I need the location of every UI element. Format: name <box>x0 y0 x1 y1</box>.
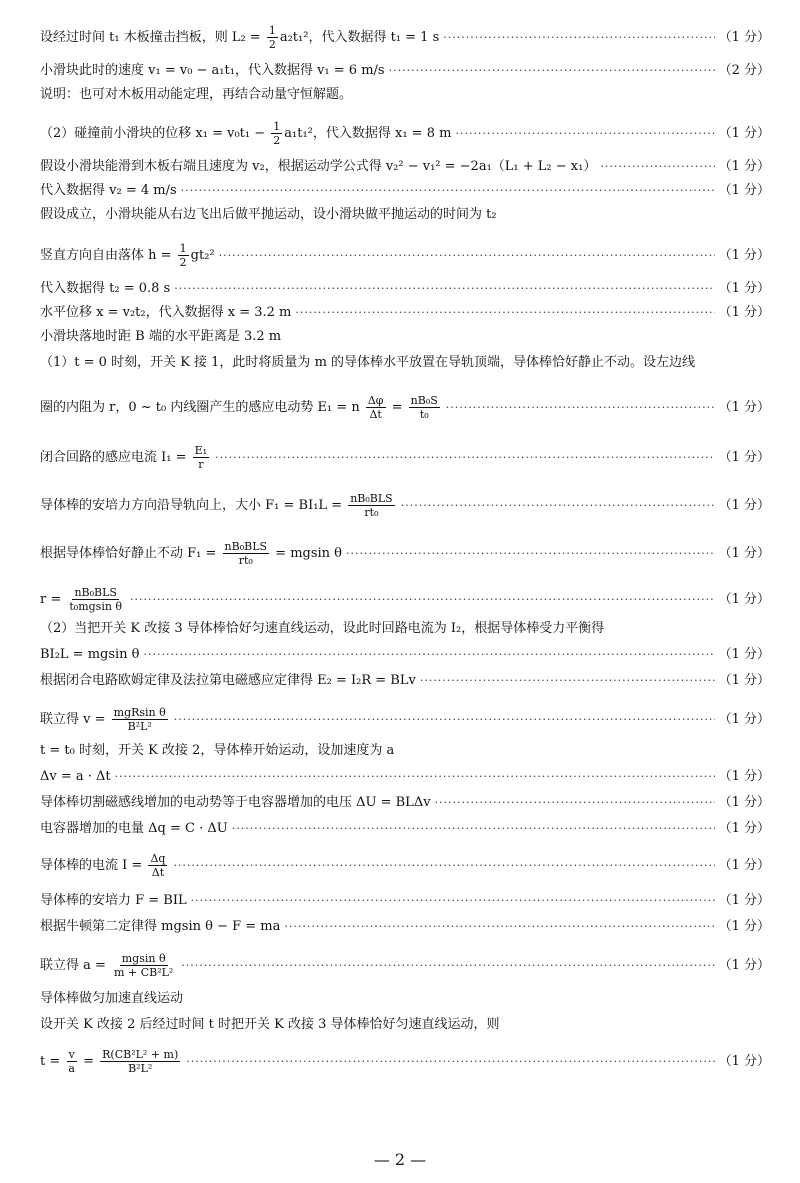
score: （1 分） <box>718 247 770 263</box>
line-text: 电容器增加的电量 Δq = C · ΔU <box>40 821 228 836</box>
score: （1 分） <box>718 647 770 662</box>
answer-line <box>40 492 770 519</box>
answer-line <box>40 918 770 936</box>
leader-dots <box>232 820 715 838</box>
leader-dots <box>446 399 715 417</box>
line-text: 小滑块此时的速度 v₁ = v₀ − a₁t₁，代入数据得 v₁ = 6 m/s <box>40 63 385 78</box>
score: （1 分） <box>718 305 770 320</box>
answer-line <box>40 158 770 176</box>
score: （1 分） <box>718 857 770 873</box>
leader-dots <box>600 158 714 176</box>
answer-line <box>40 742 770 760</box>
leader-dots <box>295 304 714 322</box>
answer-line <box>40 394 770 421</box>
leader-dots <box>284 918 714 936</box>
line-text: （1）t = 0 时刻，开关 K 接 1，此时将质量为 m 的导体棒水平放置在导轨顶端，导体棒恰好静止不动。设左边线 <box>40 355 696 370</box>
line-text: 代入数据得 t₂ = 0.8 s <box>40 281 171 296</box>
line-text: 假设成立，小滑块能从右边飞出后做平抛运动，设小滑块做平抛运动的时间为 t₂ <box>40 207 497 222</box>
line-text: 导体棒做匀加速直线运动 <box>40 991 184 1006</box>
leader-dots <box>173 857 714 875</box>
line-text: 根据导体棒恰好静止不动 F₁ = $\frac{\text{nB₀BLS}}{\text{rt₀}}$ = mgsin θ <box>40 540 343 567</box>
leader-dots <box>115 768 715 786</box>
answer-line <box>40 182 770 200</box>
leader-dots <box>144 646 715 664</box>
answer-line <box>40 820 770 838</box>
answer-line <box>40 794 770 812</box>
answer-line <box>40 328 770 346</box>
leader-dots <box>181 182 715 200</box>
line-text: 根据牛顿第二定律得 mgsin θ − F = ma <box>40 919 281 934</box>
answer-line <box>40 768 770 786</box>
line-text: BI₂L = mgsin θ <box>40 647 140 662</box>
answer-line <box>40 120 770 147</box>
page-number: — 2 — <box>373 1150 427 1169</box>
answer-line <box>40 852 770 879</box>
answer-line <box>40 706 770 733</box>
answer-line <box>40 1048 770 1075</box>
score: （1 分） <box>718 1053 770 1069</box>
line-text: 代入数据得 v₂ = 4 m/s <box>40 183 177 198</box>
score: （1 分） <box>718 29 770 45</box>
answer-line <box>40 646 770 664</box>
note-line <box>40 86 770 104</box>
score: （1 分） <box>718 591 770 607</box>
line-text: 导体棒切割磁感线增加的电动势等于电容器增加的电压 ΔU = BLΔv <box>40 795 431 810</box>
answer-line <box>40 620 770 638</box>
answer-line <box>40 354 770 372</box>
score: （1 分） <box>718 125 770 141</box>
line-text: 圈的内阻为 r，0 ~ t₀ 内线圈产生的感应电动势 E₁ = n $\frac{\Delta\varphi}{\Delta t}$ = $\frac{\text{nB₀S}}{\text{t₀}}$ <box>40 394 438 421</box>
line-text: 联立得 a = $\frac{\text{mgsin θ}}{\text{m + CB²L²}}$ <box>40 952 174 979</box>
line-text: 根据闭合电路欧姆定律及法拉第电磁感应定律得 E₂ = I₂R = BLv <box>40 673 416 688</box>
leader-dots <box>455 125 714 143</box>
leader-dots <box>401 497 715 515</box>
score: （1 分） <box>718 449 770 465</box>
score: （1 分） <box>718 281 770 296</box>
score: （1 分） <box>718 821 770 836</box>
line-text: Δv = a · Δt <box>40 769 111 784</box>
score: （1 分） <box>718 399 770 415</box>
line-text: 闭合回路的感应电流 I₁ = $\frac{\text{E₁}}{r}$ <box>40 444 208 471</box>
line-text: t = t₀ 时刻，开关 K 改接 2，导体棒开始运动，设加速度为 a <box>40 743 395 758</box>
leader-dots <box>443 29 714 47</box>
answer-line <box>40 672 770 690</box>
score: （1 分） <box>718 673 770 688</box>
leader-dots <box>181 957 714 975</box>
leader-dots <box>346 545 715 563</box>
answer-line <box>40 1016 770 1034</box>
answer-line <box>40 444 770 471</box>
answer-line <box>40 304 770 322</box>
answer-line <box>40 24 770 51</box>
leader-dots <box>389 62 715 80</box>
leader-dots <box>435 794 715 812</box>
answer-line <box>40 242 770 269</box>
line-text: 竖直方向自由落体 h = $\frac{1}{2}$ gt₂² <box>40 242 215 269</box>
leader-dots <box>174 280 714 298</box>
score: （1 分） <box>718 497 770 513</box>
leader-dots <box>191 892 715 910</box>
line-text: 说明：也可对木板用动能定理，再结合动量守恒解题。 <box>40 87 353 102</box>
leader-dots <box>174 711 715 729</box>
answer-line <box>40 952 770 979</box>
line-text: 水平位移 x = v₂t₂，代入数据得 x = 3.2 m <box>40 305 292 320</box>
answer-line <box>40 586 770 613</box>
line-text: 导体棒的电流 I = $\frac{\Delta q}{\Delta t}$ <box>40 852 166 879</box>
line-text: 联立得 v = $\frac{\text{mgRsin θ}}{\text{B²L²}}$ <box>40 706 166 733</box>
answer-line <box>40 892 770 910</box>
leader-dots <box>420 672 715 690</box>
line-text: （2）碰撞前小滑块的位移 x₁ = v₀t₁ − $\frac{1}{2}$ a₁t₁²，代入数据得 x₁ = 8 m <box>40 120 452 147</box>
score: （1 分） <box>718 159 770 174</box>
score: （1 分） <box>718 795 770 810</box>
line-text: 小滑块落地时距 B 端的水平距离是 3.2 m <box>40 329 282 344</box>
leader-dots <box>219 247 715 265</box>
score: （1 分） <box>718 893 770 908</box>
answer-line <box>40 280 770 298</box>
answer-line <box>40 990 770 1008</box>
line-text: 假设小滑块能滑到木板右端且速度为 v₂，根据运动学公式得 v₂² − v₁² = −2a₁（L₁ + L₂ − x₁） <box>40 159 597 174</box>
line-text: （2）当把开关 K 改接 3 导体棒恰好匀速直线运动，设此时回路电流为 I₂，根据导体棒受力平衡得 <box>40 621 605 636</box>
score: （1 分） <box>718 711 770 727</box>
line-text: 设开关 K 改接 2 后经过时间 t 时把开关 K 改接 3 导体棒恰好匀速直线运动，则 <box>40 1017 500 1032</box>
line-text: t = $\frac{v}{a}$ = $\frac{\text{R(CB²L² + m)}}{\text{B²L²}}$ <box>40 1048 179 1075</box>
score: （1 分） <box>718 957 770 973</box>
line-text: 设经过时间 t₁ 木板撞击挡板，则 L₂ = $\frac{1}{2}$ a₂t₁²，代入数据得 t₁ = 1 s <box>40 24 440 51</box>
score: （2 分） <box>718 63 770 78</box>
leader-dots <box>186 1053 714 1071</box>
line-text: 导体棒的安培力方向沿导轨向上，大小 F₁ = BI₁L = $\frac{\text{nB₀BLS}}{\text{rt₀}}$ <box>40 492 393 519</box>
answer-line <box>40 62 770 80</box>
score: （1 分） <box>718 919 770 934</box>
leader-dots <box>215 449 715 467</box>
score: （1 分） <box>718 769 770 784</box>
score: （1 分） <box>718 183 770 198</box>
answer-line <box>40 206 770 224</box>
leader-dots <box>130 591 715 609</box>
score: （1 分） <box>718 545 770 561</box>
answer-line <box>40 540 770 567</box>
line-text: 导体棒的安培力 F = BIL <box>40 893 187 908</box>
line-text: r = $\frac{\text{nB₀BLS}}{\text{t₀mgsin θ}}$ <box>40 586 123 613</box>
